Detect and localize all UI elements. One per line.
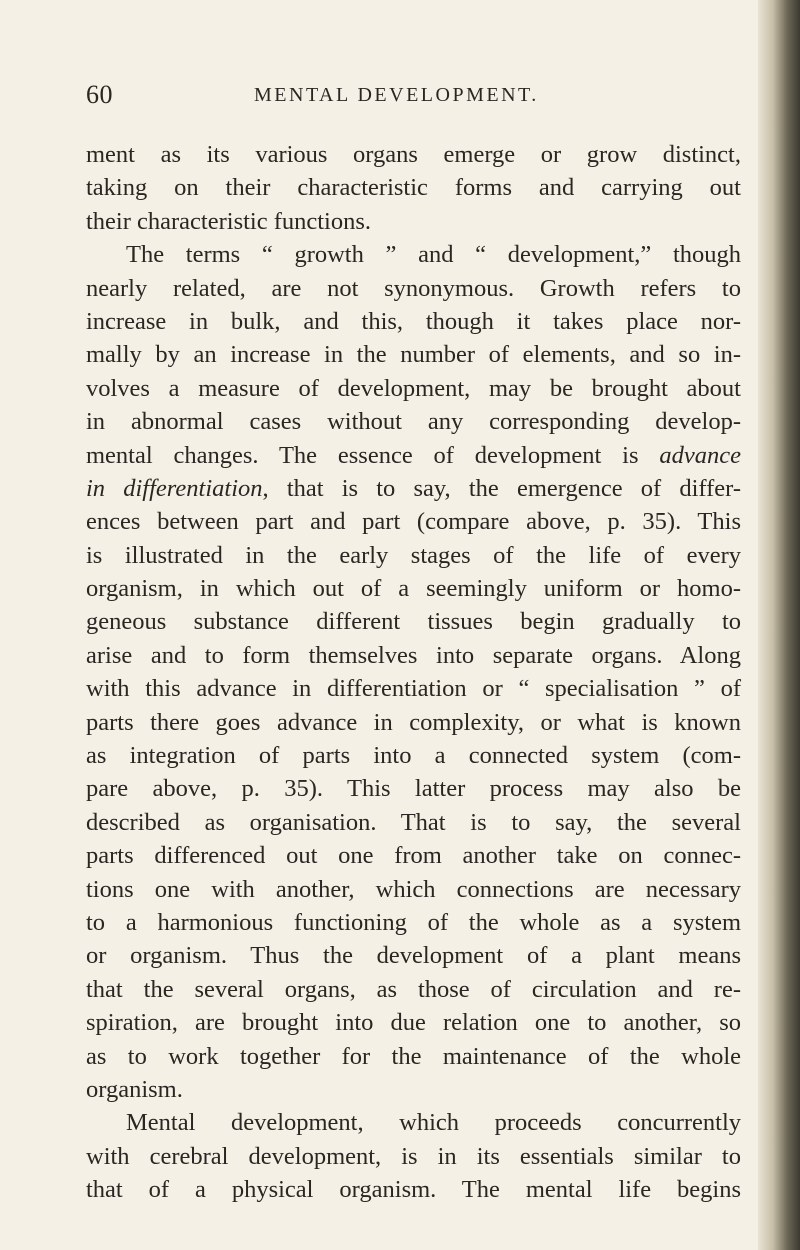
text-segment: , that is to say, the emergence of differ- bbox=[262, 474, 741, 502]
body-text bbox=[86, 138, 741, 1207]
text-line: organism. bbox=[86, 1075, 183, 1103]
text-line: in abnormal cases without any corresponding develop- bbox=[86, 408, 741, 436]
text-line: is illustrated in the early stages of the life of every bbox=[86, 541, 741, 569]
text-line: that of a physical organism. The mental life begins bbox=[86, 1176, 741, 1204]
text-line bbox=[86, 439, 741, 472]
text-line: as integration of parts into a connected system (com- bbox=[86, 742, 741, 770]
text-line: with this advance in differentiation or “ specialisation ” of bbox=[86, 675, 741, 703]
text-segment: mental changes. The essence of development is bbox=[86, 441, 660, 469]
text-line: tions one with another, which connections are necessary bbox=[86, 875, 741, 903]
text-line: geneous substance different tissues begin gradually to bbox=[86, 608, 741, 636]
text-line: that the several organs, as those of circulation and re- bbox=[86, 975, 741, 1003]
text-line: taking on their characteristic forms and carrying out bbox=[86, 174, 741, 202]
text-line: to a harmonious functioning of the whole as a system bbox=[86, 908, 741, 936]
text-line: parts there goes advance in complexity, or what is known bbox=[86, 708, 741, 736]
text-line: spiration, are brought into due relation one to another, so bbox=[86, 1009, 741, 1037]
page-number: 60 bbox=[86, 80, 113, 109]
text-line: as to work together for the maintenance of the whole bbox=[86, 1042, 741, 1070]
text-line: parts differenced out one from another take on connec- bbox=[86, 842, 741, 870]
text-line: pare above, p. 35). This latter process may also be bbox=[86, 775, 741, 803]
text-line: ences between part and part (compare above, p. 35). This bbox=[86, 508, 741, 536]
running-head bbox=[86, 80, 746, 120]
binding-edge bbox=[758, 0, 800, 1250]
text-line: their characteristic functions. bbox=[86, 207, 372, 235]
text-line: The terms “ growth ” and “ development,” though bbox=[126, 241, 741, 269]
text-line: volves a measure of development, may be brought about bbox=[86, 374, 741, 402]
running-title: MENTAL DEVELOPMENT. bbox=[254, 84, 539, 106]
text-line: increase in bulk, and this, though it takes place nor- bbox=[86, 307, 741, 335]
text-line: arise and to form themselves into separate organs. Along bbox=[86, 641, 741, 669]
text-line: or organism. Thus the development of a plant means bbox=[86, 942, 741, 970]
text-line bbox=[86, 472, 741, 505]
text-line: Mental development, which proceeds concurrently bbox=[126, 1109, 741, 1137]
text-line: mally by an increase in the number of elements, and so in- bbox=[86, 341, 741, 369]
text-line: with cerebral development, is in its essentials similar to bbox=[86, 1142, 741, 1170]
text-line: described as organisation. That is to say, the several bbox=[86, 808, 741, 836]
italic-emphasis: advance bbox=[659, 441, 741, 469]
text-line: organism, in which out of a seemingly uniform or homo- bbox=[86, 575, 741, 603]
text-line: nearly related, are not synonymous. Growth refers to bbox=[86, 274, 741, 302]
text-line: ment as its various organs emerge or grow distinct, bbox=[86, 141, 741, 168]
italic-emphasis: in differentiation bbox=[86, 474, 263, 502]
